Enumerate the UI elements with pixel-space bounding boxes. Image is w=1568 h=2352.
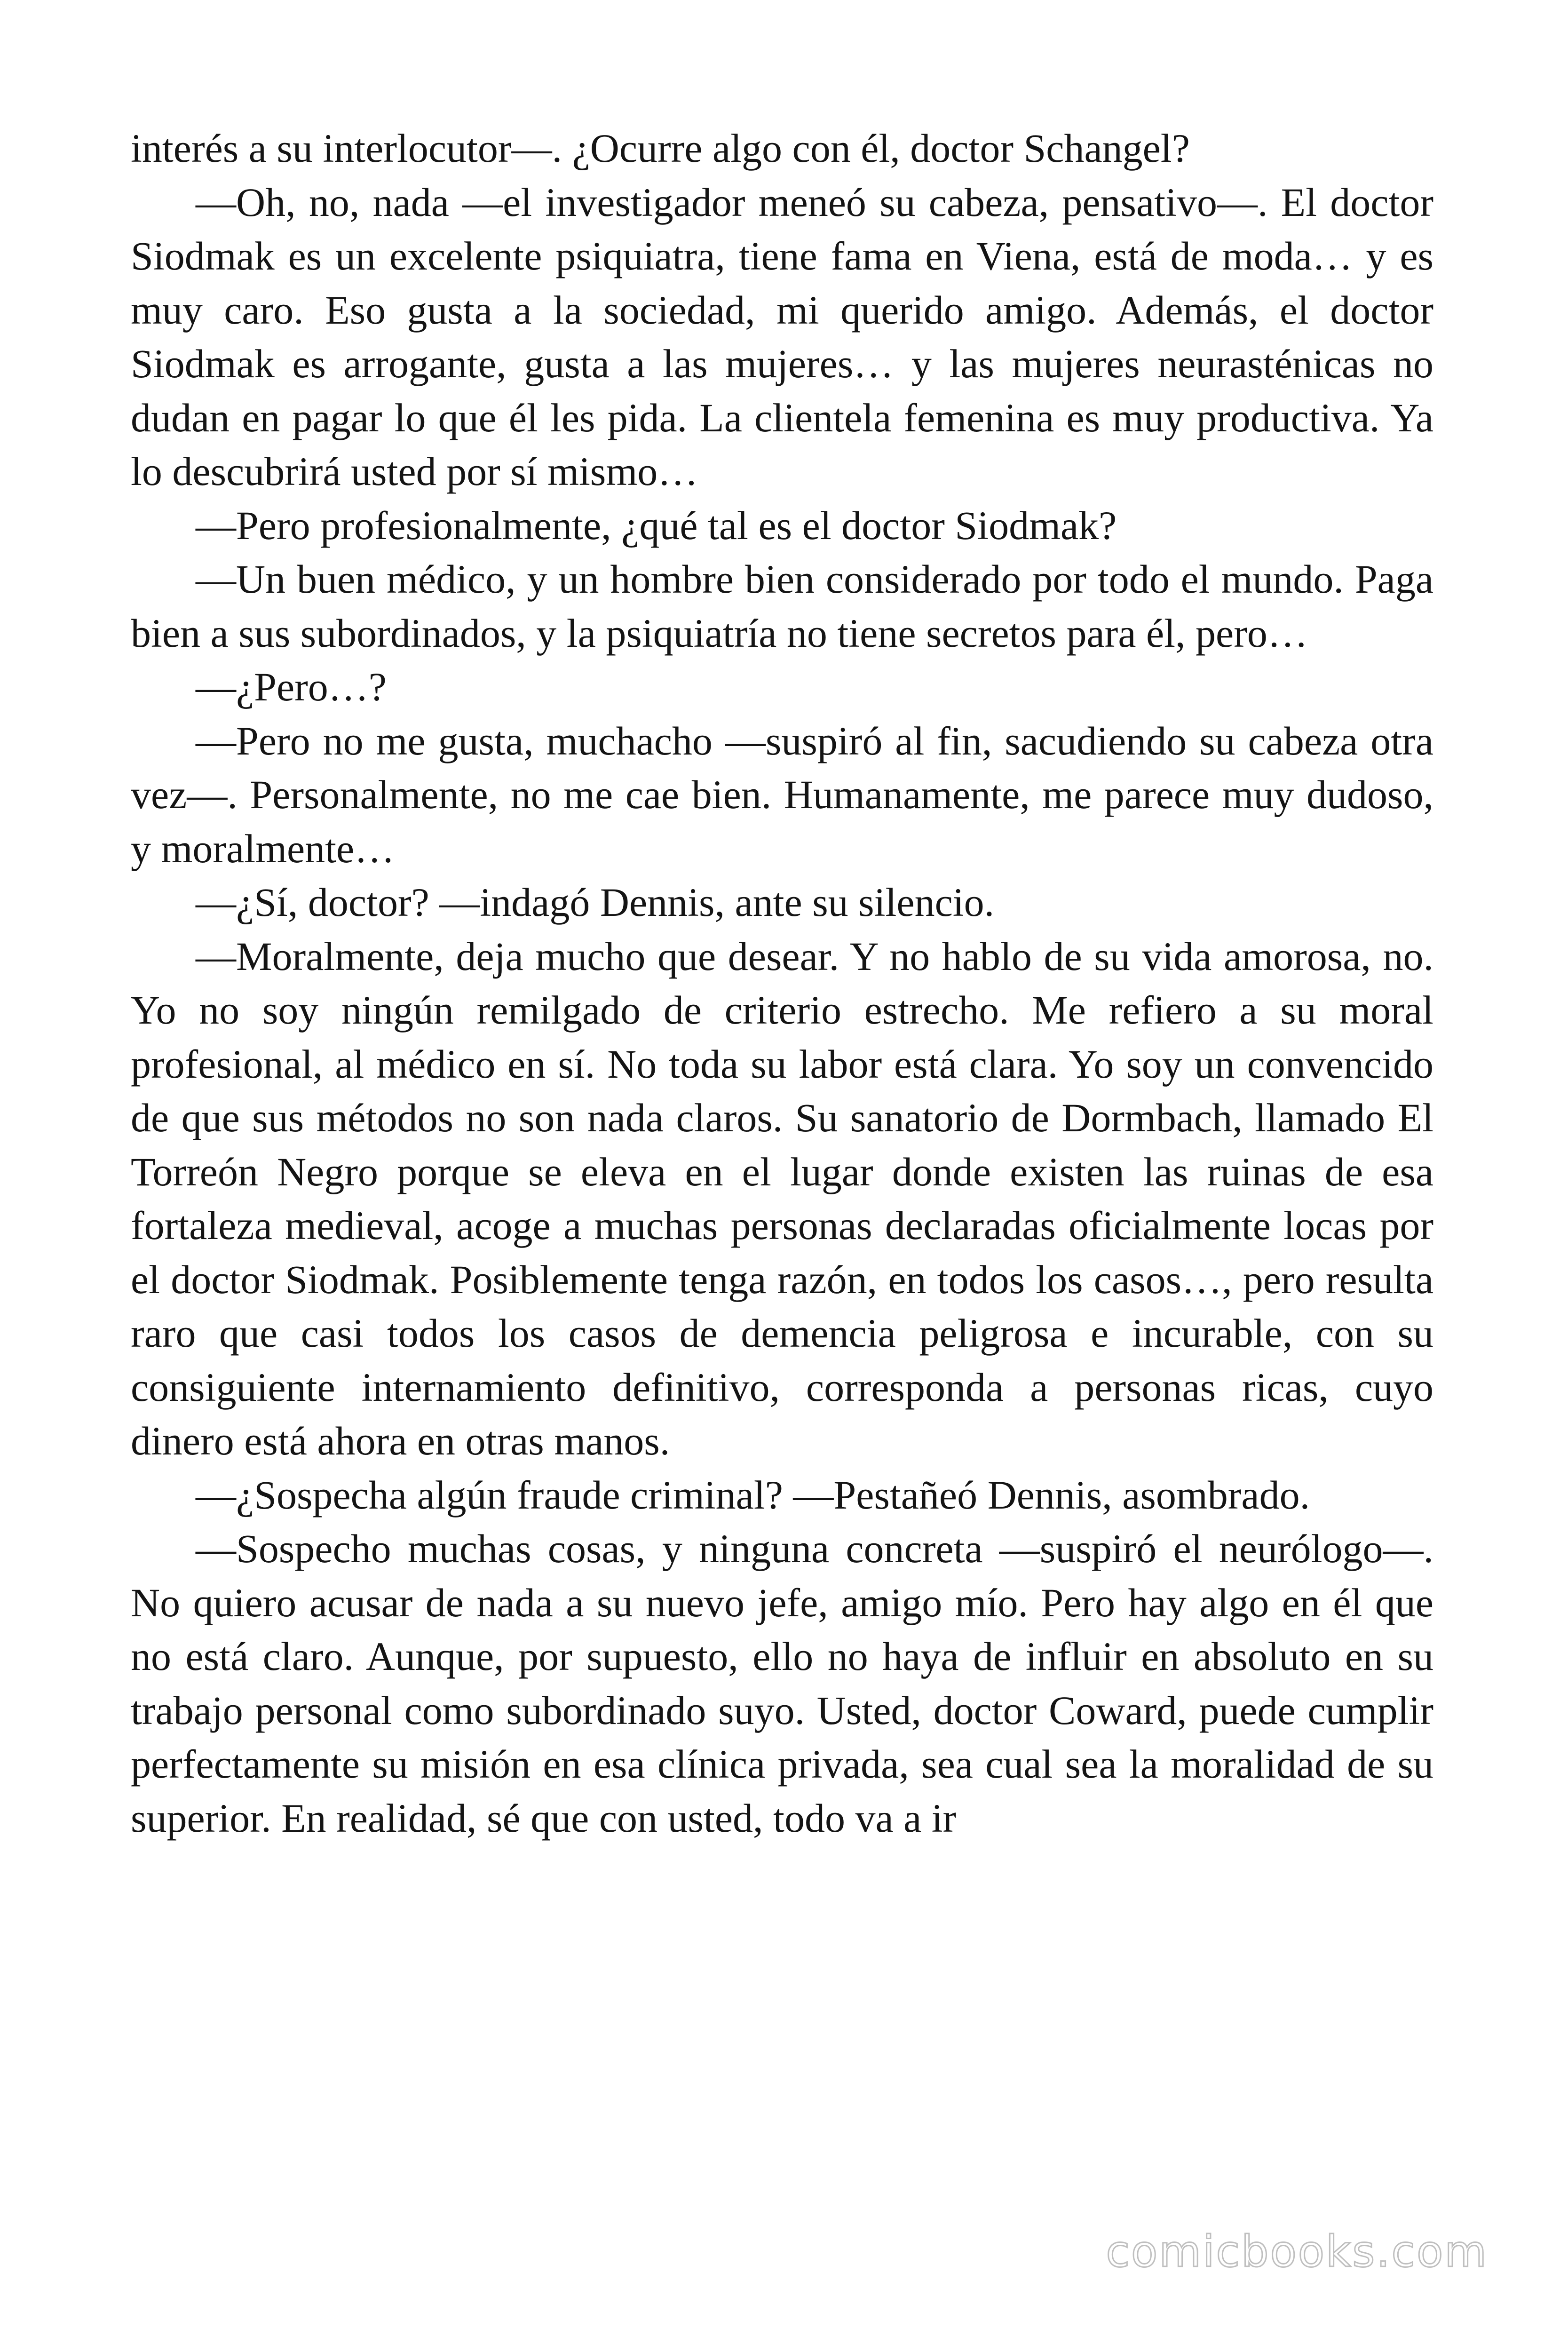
paragraph-4: —Un buen médico, y un hombre bien considerado por todo el mundo. Paga bien a sus subordinados, y la psiquiatría no tiene secretos para él, pero… (131, 556, 1433, 656)
paragraph-2: —Oh, no, nada —el investigador meneó su cabeza, pensativo—. El doctor Siodmak es un excelente psiquiatra, tiene fama en Viena, está de moda… y es muy caro. Eso gusta a la sociedad, mi querido amigo. Además, el doctor Siodmak es arrogante, gusta a las mujeres… y las mujeres neurasténicas no dudan en pagar lo que él les pida. La clientela femenina es muy productiva. Ya lo descubrirá usted por sí mismo… (131, 179, 1433, 494)
paragraph-1: interés a su interlocutor—. ¿Ocurre algo con él, doctor Schangel? (131, 126, 1190, 171)
paragraph-6: —Pero no me gusta, muchacho —suspiró al fin, sacudiendo su cabeza otra vez—. Personalmente, no me cae bien. Humanamente, me parece muy dudoso, y moralmente… (131, 718, 1433, 871)
paragraph-9: —¿Sospecha algún fraude criminal? —Pestañeó Dennis, asombrado. (196, 1472, 1310, 1518)
book-page-body (131, 121, 1433, 1845)
paragraph-8: —Moralmente, deja mucho que desear. Y no hablo de su vida amorosa, no. Yo no soy ningún remilgado de criterio estrecho. Me refiero a su moral profesional, al médico en sí. No toda su labor está clara. Yo soy un convencido de que sus métodos no son nada claros. Su sanatorio de Dormbach, llamado El Torreón Negro porque se eleva en el lugar donde existen las ruinas de esa fortaleza medieval, acoge a muchas personas declaradas oficialmente locas por el doctor Siodmak. Posiblemente tenga razón, en todos los casos…, pero resulta raro que casi todos los casos de demencia peligrosa e incurable, con su consiguiente internamiento definitivo, corresponda a personas ricas, cuyo dinero está ahora en otras manos. (131, 933, 1433, 1463)
paragraph-10: —Sospecho muchas cosas, y ninguna concreta —suspiró el neurólogo—. No quiero acusar de nada a su nuevo jefe, amigo mío. Pero hay algo en él que no está claro. Aunque, por supuesto, ello no haya de influir en absoluto en su trabajo personal como subordinado suyo. Usted, doctor Coward, puede cumplir perfectamente su misión en esa clínica privada, sea cual sea la moralidad de su superior. En realidad, sé que con usted, todo va a ir (131, 1526, 1433, 1841)
paragraph-5: —¿Pero…? (196, 664, 387, 709)
paragraph-7: —¿Sí, doctor? —indagó Dennis, ante su silencio. (196, 880, 995, 925)
paragraph-3: —Pero profesionalmente, ¿qué tal es el doctor Siodmak? (196, 502, 1117, 548)
watermark: comicbooks.com (1106, 2226, 1488, 2277)
